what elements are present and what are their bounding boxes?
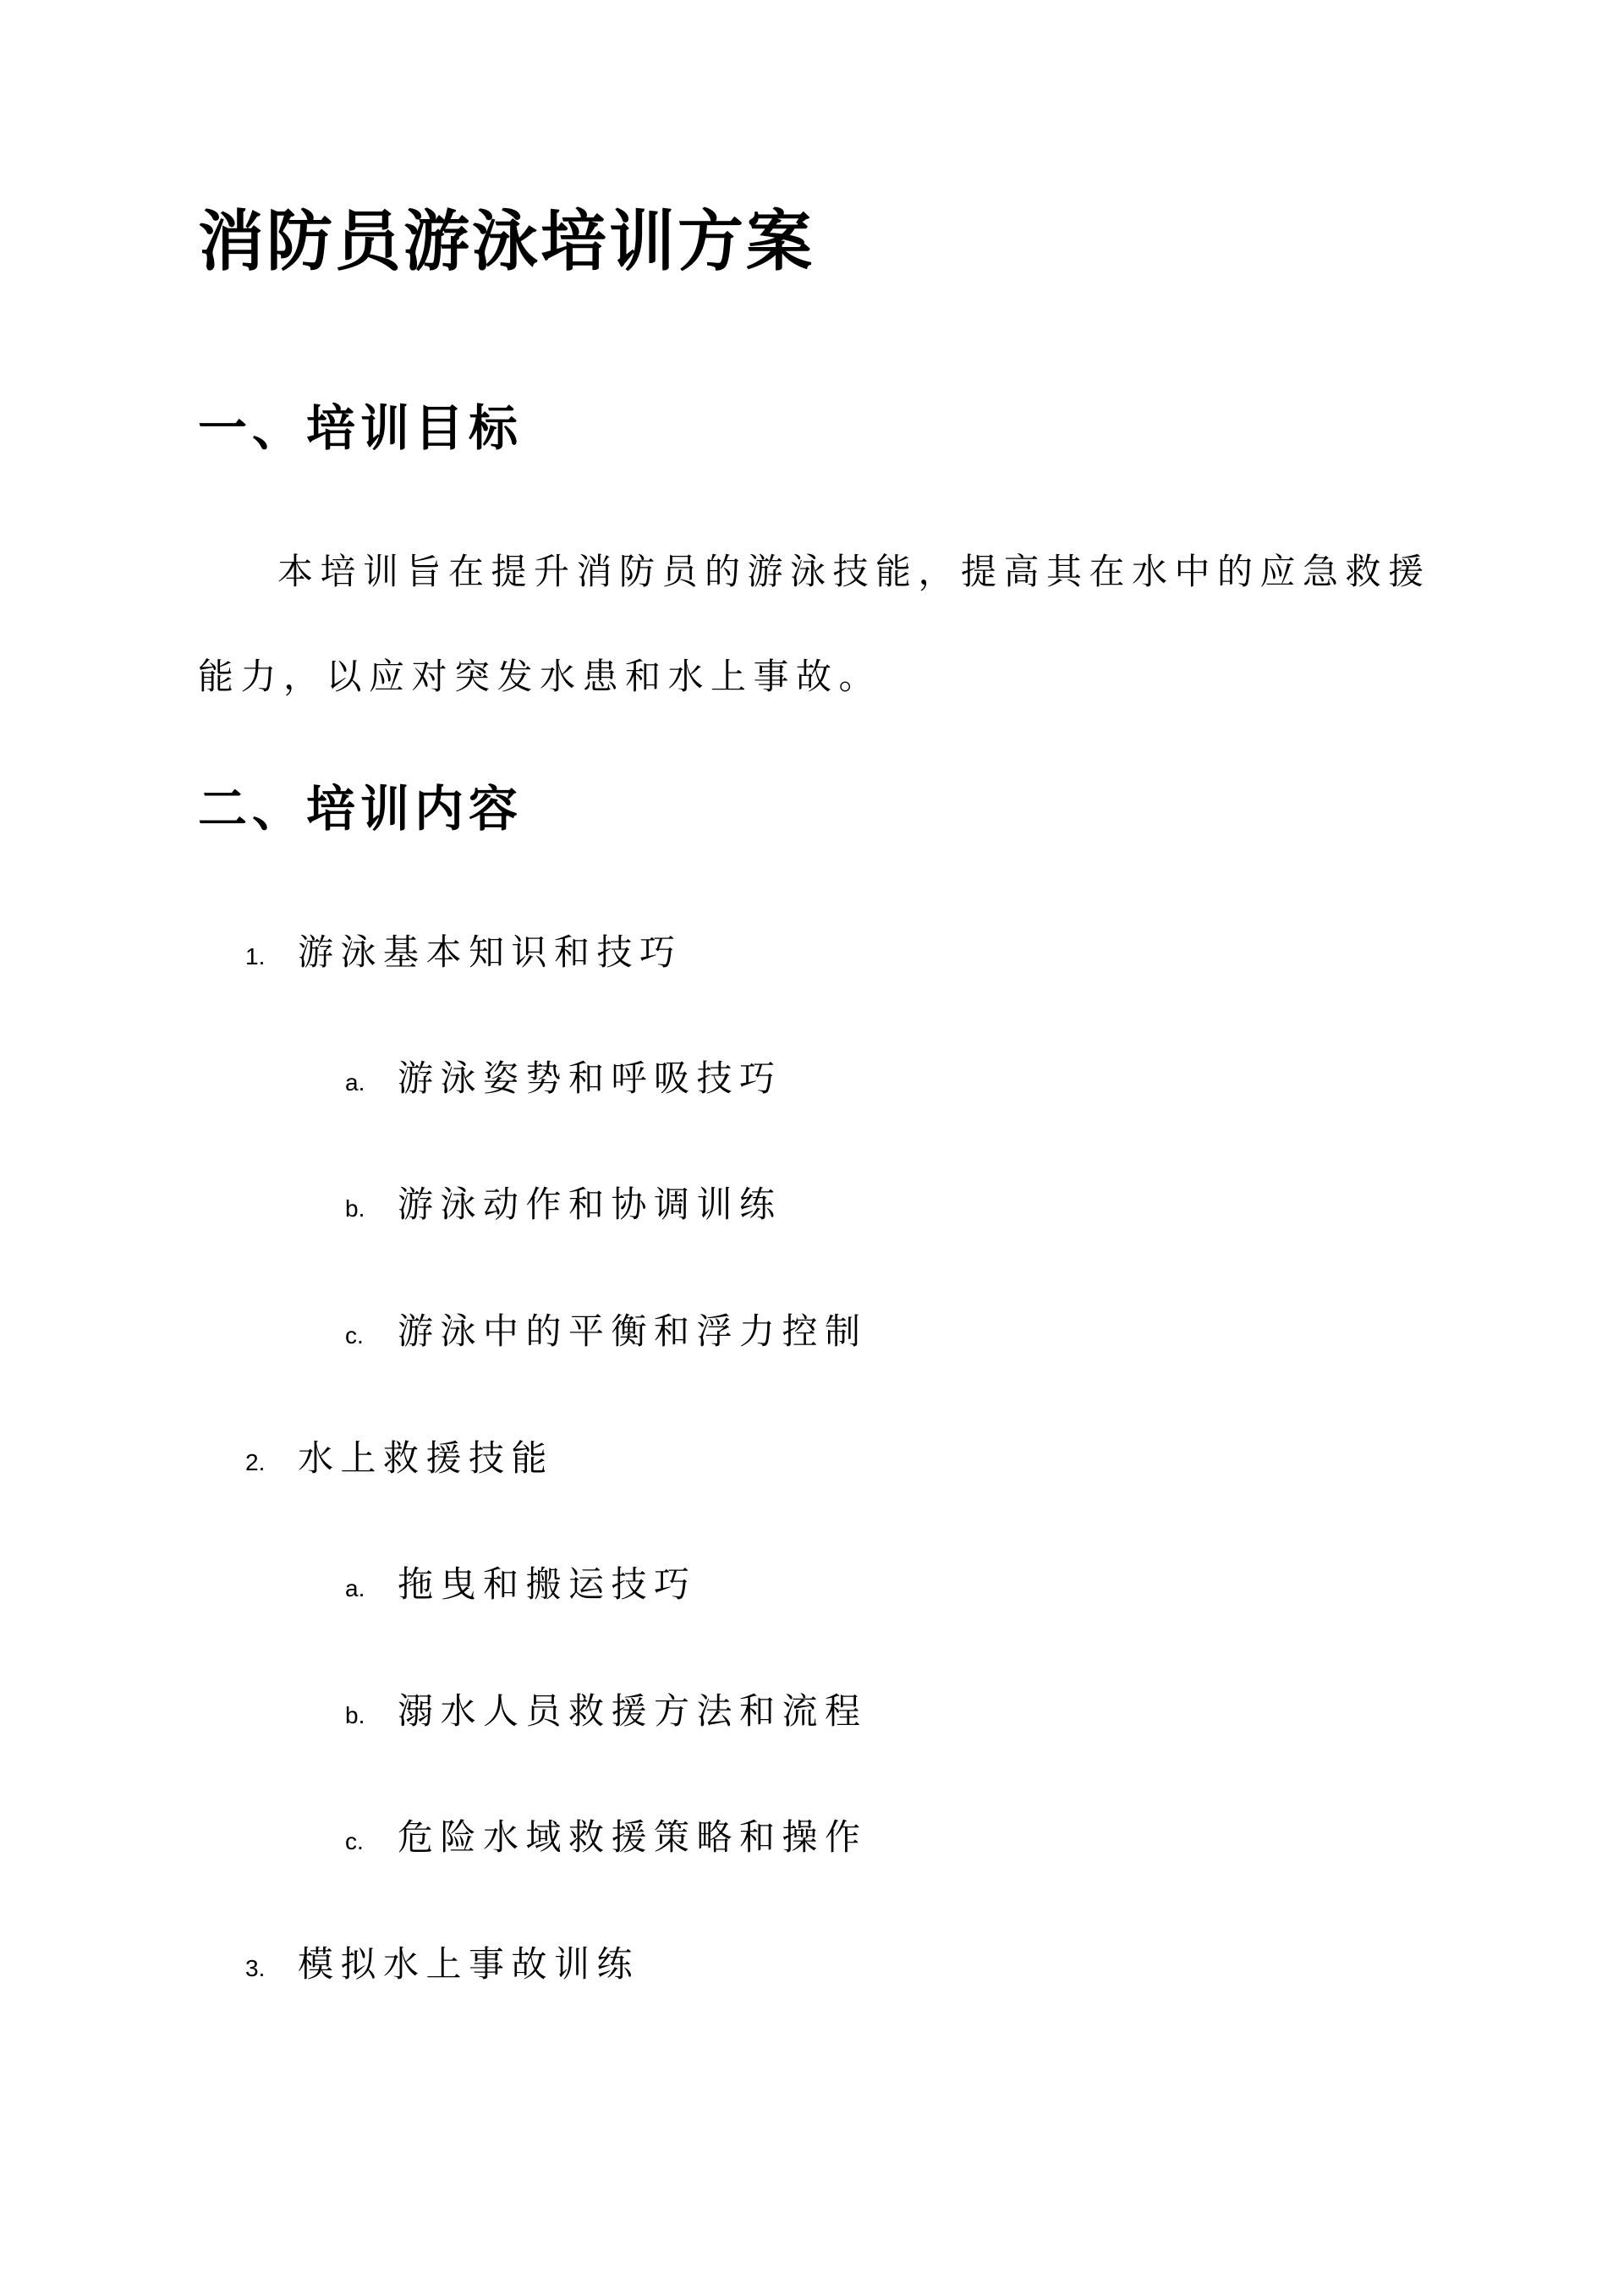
sub-list-item [345,1686,868,1737]
document-title: 消防员游泳培训方案 [198,203,815,280]
objectives-paragraph: 本培训旨在提升消防员的游泳技能，提高其在水中的应急救援能力，以应对突发水患和水上事故。 [198,551,1431,697]
list-item-text: 游泳基本知识和技巧 [298,931,683,973]
sub-list-item [345,1306,868,1357]
sub-list-marker: b. [345,1195,365,1222]
list-item-text: 水上救援技能 [298,1437,555,1479]
sub-list-item [345,1812,868,1863]
sub-list-item-text: 危险水域救援策略和操作 [398,1816,868,1858]
sub-list-marker: a. [345,1069,365,1096]
sub-list-item [345,1179,782,1230]
sub-list-item [345,1053,782,1104]
sub-list-item-text: 游泳中的平衡和浮力控制 [398,1310,868,1352]
sub-list-marker: c. [345,1322,364,1348]
list-item [245,927,683,978]
section-heading-content: 二、培训内容 [198,780,524,838]
sub-list-item [345,1559,697,1610]
list-item [245,1433,554,1484]
sub-list-item-text: 游泳姿势和呼吸技巧 [398,1057,782,1099]
list-marker: 3. [245,1955,266,1981]
sub-list-marker: c. [345,1828,364,1854]
sub-list-item-text: 游泳动作和协调训练 [398,1184,782,1225]
sub-list-marker: b. [345,1702,365,1728]
list-item [245,1939,639,1990]
sub-list-item-text: 拖曳和搬运技巧 [398,1563,697,1605]
list-marker: 1. [245,943,266,969]
sub-list-item-text: 溺水人员救援方法和流程 [398,1690,868,1732]
section-heading-objectives: 一、培训目标 [198,399,524,457]
sub-list-marker: a. [345,1575,365,1601]
list-marker: 2. [245,1449,266,1475]
list-item-text: 模拟水上事故训练 [298,1943,640,1985]
